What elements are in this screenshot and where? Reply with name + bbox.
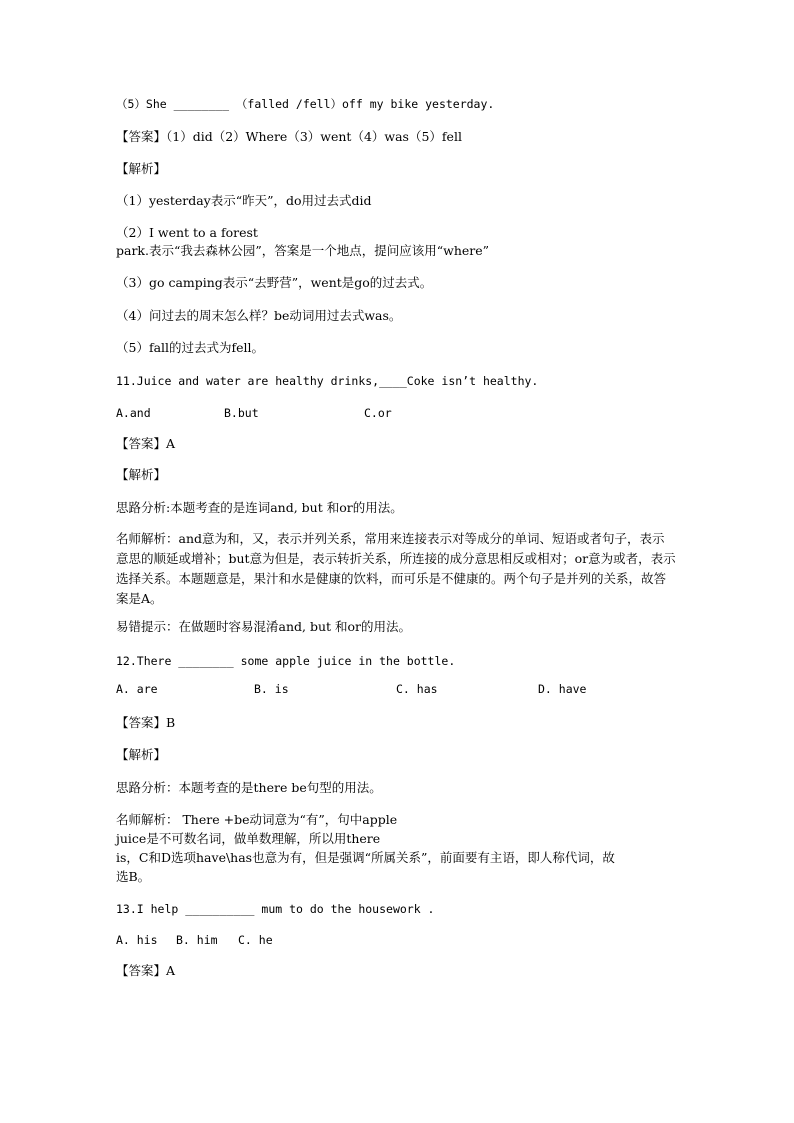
q12-option-b: B. is <box>254 682 289 696</box>
q12-analysis-heading: 【解析】 <box>116 747 167 762</box>
q12-option-d: D. have <box>538 682 587 696</box>
q12-question: 12.There ________ some apple juice in the bottle. <box>116 654 456 668</box>
q11-idea: 思路分析:本题考查的是连词and, but 和or的用法。 <box>116 500 403 515</box>
q12-idea: 思路分析：本题考查的是there be句型的用法。 <box>116 780 382 795</box>
q12-teacher-line2: juice是不可数名词，做单数理解，所以用there <box>116 831 381 846</box>
q13-option-c: C. he <box>238 933 273 947</box>
q10-answer: 【答案】（1）did（2）Where（3）went（4）was（5）fell <box>116 129 462 144</box>
q11-option-c: C.or <box>364 406 392 420</box>
q10-analysis-1: （1）yesterday表示“昨天”，do用过去式did <box>116 193 372 208</box>
q12-option-a: A. are <box>116 682 158 696</box>
q11-question: 11.Juice and water are healthy drinks,____Coke isn’t healthy. <box>116 374 539 388</box>
q13-option-a: A. his <box>116 933 158 947</box>
q12-teacher-line1: 名师解析： There +be动词意为“有”，句中apple <box>116 812 398 827</box>
q12-teacher-line4: 选B。 <box>116 869 151 884</box>
q11-tip: 易错提示：在做题时容易混淆and, but 和or的用法。 <box>116 619 412 634</box>
q11-options <box>116 405 676 422</box>
q10-analysis-2-line1: （2）I went to a forest <box>116 225 258 240</box>
q12-option-c: C. has <box>396 682 438 696</box>
q12-options <box>116 681 676 698</box>
q11-analysis-heading: 【解析】 <box>116 467 167 482</box>
q12-answer: 【答案】B <box>116 715 176 730</box>
q13-options <box>116 932 676 949</box>
q12-teacher-line3: is，C和D选项have\has也意为有，但是强调“所属关系”，前面要有主语，即人称代词，故 <box>116 850 615 865</box>
q10-analysis-4: （4）问过去的周末怎么样？be动词用过去式was。 <box>116 308 402 323</box>
q11-option-b: B.but <box>224 406 259 420</box>
q10-analysis-heading: 【解析】 <box>116 161 167 176</box>
q13-option-b: B. him <box>176 933 218 947</box>
q11-teacher-analysis: 名师解析：and意为和，又，表示并列关系，常用来连接表示对等成分的单词、短语或者句子，表示意思的顺延或增补；but意为但是，表示转折关系，所连接的成分意思相反或相对；or意为或者，表示选择关系。本题题意是，果汁和水是健康的饮料，而可乐是不健康的。两个句子是并列的关系，故答案是A。 <box>116 531 676 606</box>
q13-question: 13.I help __________ mum to do the housework . <box>116 902 435 916</box>
q11-answer: 【答案】A <box>116 436 176 451</box>
q10-analysis-3: （3）go camping表示“去野营”，went是go的过去式。 <box>116 275 433 290</box>
q10-analysis-2-line2: park.表示“我去森林公园”，答案是一个地点，提问应该用“where” <box>116 243 490 258</box>
q10-item-5: （5）She ________ （falled /fell）off my bike yesterday. <box>116 97 495 111</box>
q10-analysis-5: （5）fall的过去式为fell。 <box>116 340 265 355</box>
q11-option-a: A.and <box>116 406 151 420</box>
q13-answer: 【答案】A <box>116 963 176 978</box>
